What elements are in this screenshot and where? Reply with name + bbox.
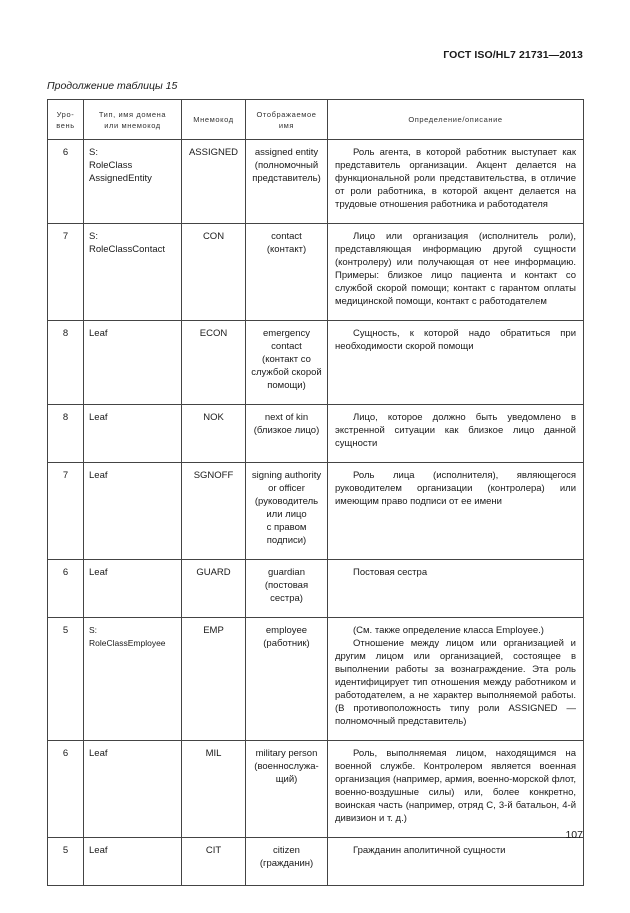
column-header-mnemo: Мнемокод: [182, 100, 246, 140]
display-name-cell: military person (военнослужа- щий): [246, 741, 328, 838]
display-name-cell: employee (работник): [246, 618, 328, 741]
table-row: [48, 224, 584, 321]
domain-cell: S: RoleClass AssignedEntity: [84, 140, 182, 224]
domain-cell: S: RoleClassEmployee: [84, 618, 182, 741]
definition-cell: Роль, выполняемая лицом, находящимся на военной службе. Контролером является военная организация (например, армия, военно-морской флот, военно-воздушные силы) или, более конкретно, воинская часть (например, отряд С, 3-й батальон, 4-й дивизион и т. д.): [328, 741, 584, 838]
mnemo-cell: ECON: [182, 321, 246, 405]
table-row: [48, 321, 584, 405]
column-header-display: Отображаемое имя: [246, 100, 328, 140]
document-id: ГОСТ ISO/HL7 21731—2013: [443, 49, 583, 61]
table-row: [48, 838, 584, 886]
mnemo-cell: NOK: [182, 405, 246, 463]
mnemo-cell: SGNOFF: [182, 463, 246, 560]
definition-cell: Роль агента, в которой работник выступает как представитель организации. Акцент делается на функциональной роли представительства, в отличие от роли работника, в которой акцент делается на трудовые отношения работника и работодателя: [328, 140, 584, 224]
definition-cell: Лицо, которое должно быть уведомлено в экстренной ситуации как близкое лицо данной сущности: [328, 405, 584, 463]
mnemo-cell: ASSIGNED: [182, 140, 246, 224]
definition-cell: Сущность, к которой надо обратиться при необходимости скорой помощи: [328, 321, 584, 405]
column-header-level: Уро- вень: [48, 100, 84, 140]
domain-cell: Leaf: [84, 321, 182, 405]
definition-cell: Лицо или организация (исполнитель роли), представляющая информацию другой сущности (контролеру) или получающая от нее информацию. Примеры: близкое лицо пациента и контакт со службой скорой помощи; контакт с гарантом оплаты медицинской помощи, контакт с работодателем: [328, 224, 584, 321]
domain-cell: Leaf: [84, 463, 182, 560]
table-row: [48, 618, 584, 741]
definition-cell: Постовая сестра: [328, 560, 584, 618]
level-cell: 5: [48, 618, 84, 741]
definition-cell: Роль лица (исполнителя), являющегося руководителем организации (контролера) или имеющим право подписи от ее имени: [328, 463, 584, 560]
definition-cell: Гражданин аполитичной сущности: [328, 838, 584, 886]
display-name-cell: assigned entity (полномочный представитель): [246, 140, 328, 224]
domain-cell: Leaf: [84, 405, 182, 463]
table-row: [48, 140, 584, 224]
column-header-definition: Определение/описание: [328, 100, 584, 140]
display-name-cell: next of kin (близкое лицо): [246, 405, 328, 463]
display-name-cell: citizen (гражданин): [246, 838, 328, 886]
level-cell: 5: [48, 838, 84, 886]
domain-cell: S: RoleClassContact: [84, 224, 182, 321]
mnemo-cell: CIT: [182, 838, 246, 886]
table-row: [48, 741, 584, 838]
level-cell: 6: [48, 741, 84, 838]
table-caption: Продолжение таблицы 15: [47, 80, 178, 92]
level-cell: 7: [48, 463, 84, 560]
display-name-cell: signing authority or officer (руководитель или лицо с правом подписи): [246, 463, 328, 560]
display-name-cell: contact (контакт): [246, 224, 328, 321]
level-cell: 8: [48, 321, 84, 405]
table-row: [48, 560, 584, 618]
mnemo-cell: CON: [182, 224, 246, 321]
mnemo-cell: MIL: [182, 741, 246, 838]
definition-cell: (См. также определение класса Employee.) Отношение между лицом или организацией и другим лицом или организацией, состоящее в выполнении работы за вознаграждение. Эта роль идентифицирует тип отношения между работником и работодателем, а не характер выполняемой работы. (В противоположность типу роли ASSIGNED — полномочный представитель): [328, 618, 584, 741]
display-name-cell: guardian (постовая сестра): [246, 560, 328, 618]
level-cell: 7: [48, 224, 84, 321]
page-number: 107: [565, 829, 583, 841]
level-cell: 8: [48, 405, 84, 463]
mnemo-cell: EMP: [182, 618, 246, 741]
domain-cell: Leaf: [84, 838, 182, 886]
display-name-cell: emergency contact (контакт со службой скорой помощи): [246, 321, 328, 405]
standard-table: [47, 99, 584, 886]
level-cell: 6: [48, 560, 84, 618]
table-header-row: [48, 100, 584, 140]
mnemo-cell: GUARD: [182, 560, 246, 618]
domain-cell: Leaf: [84, 560, 182, 618]
table-row: [48, 405, 584, 463]
table-row: [48, 463, 584, 560]
domain-cell: Leaf: [84, 741, 182, 838]
level-cell: 6: [48, 140, 84, 224]
column-header-domain: Тип, имя домена или мнемокод: [84, 100, 182, 140]
